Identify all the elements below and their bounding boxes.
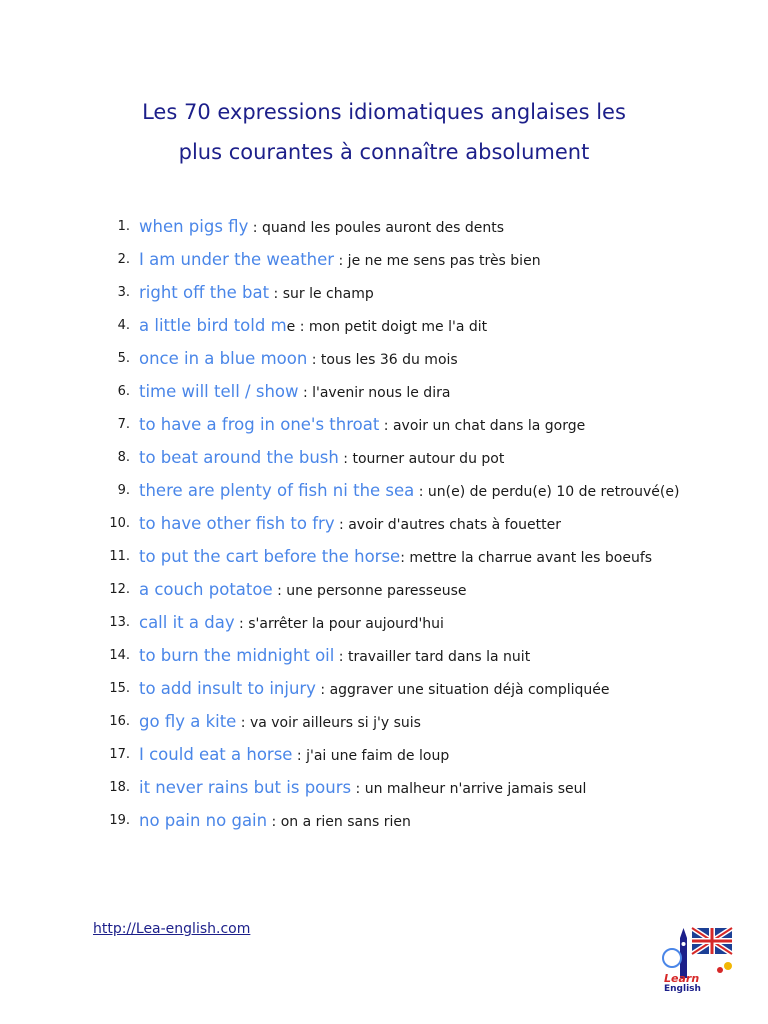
idiom-expression: a couch potatoe: [139, 580, 273, 599]
idiom-item: [0, 278, 768, 309]
idiom-expression: a little bird told m: [139, 316, 287, 335]
idiom-number: 12.: [109, 582, 130, 597]
idiom-item: [0, 707, 768, 738]
idiom-expression: time will tell / show: [139, 382, 299, 401]
idiom-item: [0, 674, 768, 705]
idiom-number: 4.: [117, 318, 130, 333]
idiom-expression: I could eat a horse: [139, 745, 293, 764]
page-title: [0, 92, 768, 172]
idiom-number: 1.: [117, 219, 130, 234]
idiom-number: 15.: [109, 681, 130, 696]
page-title-line-1: Les 70 expressions idiomatiques anglaises les: [142, 100, 626, 124]
idiom-expression: call it a day: [139, 613, 235, 632]
logo-word-learn: Learn: [664, 972, 700, 985]
idiom-definition: : un(e) de perdu(e) 10 de retrouvé(e): [414, 484, 680, 500]
idiom-expression: to have other fish to fry: [139, 514, 335, 533]
page-title-line-2: plus courantes à connaître absolument: [178, 140, 590, 164]
idiom-definition: : s'arrêter la pour aujourd'hui: [234, 616, 444, 632]
idiom-definition: : l'avenir nous le dira: [298, 385, 451, 401]
idiom-number: 2.: [117, 252, 130, 267]
idiom-number: 18.: [109, 780, 130, 795]
logo-word-english: English: [664, 984, 701, 994]
idiom-item: [0, 641, 768, 672]
website-link[interactable]: http://Lea-english.com: [93, 921, 251, 937]
idiom-definition: : avoir d'autres chats à fouetter: [334, 517, 561, 533]
idiom-number: 19.: [109, 813, 130, 828]
idiom-definition: : une personne paresseuse: [272, 583, 467, 599]
idiom-definition: : tourner autour du pot: [338, 451, 505, 467]
idiom-expression: to have a frog in one's throat: [139, 415, 380, 434]
idiom-item: [0, 245, 768, 276]
idiom-definition: : va voir ailleurs si j'y suis: [236, 715, 421, 731]
idiom-expression: to put the cart before the horse: [139, 547, 401, 566]
idiom-item: [0, 410, 768, 441]
idiom-number: 11.: [109, 549, 130, 564]
idiom-expression: to add insult to injury: [139, 679, 316, 698]
idiom-number: 13.: [109, 615, 130, 630]
idiom-number: 16.: [109, 714, 130, 729]
ferris-wheel-icon: [663, 949, 681, 967]
idiom-number: 3.: [117, 285, 130, 300]
idiom-definition: : avoir un chat dans la gorge: [379, 418, 586, 434]
idiom-item: [0, 608, 768, 639]
idiom-number: 6.: [117, 384, 130, 399]
idiom-item: [0, 740, 768, 771]
idiom-expression: once in a blue moon: [139, 349, 308, 368]
idiom-definition: : mettre la charrue avant les boeufs: [400, 550, 653, 566]
idiom-expression: there are plenty of fish ni the sea: [139, 481, 415, 500]
idiom-definition: : aggraver une situation déjà compliquée: [315, 682, 610, 698]
idiom-list: [0, 212, 768, 839]
idiom-number: 10.: [109, 516, 130, 531]
idiom-number: 7.: [117, 417, 130, 432]
idiom-item: [0, 806, 768, 837]
idiom-item: [0, 311, 768, 342]
uk-flag-icon: [692, 928, 732, 954]
idiom-expression: to burn the midnight oil: [139, 646, 335, 665]
idiom-definition: e : mon petit doigt me l'a dit: [286, 319, 488, 335]
idiom-item: [0, 443, 768, 474]
idiom-definition: : on a rien sans rien: [267, 814, 411, 830]
idiom-expression: to beat around the bush: [139, 448, 339, 467]
idiom-definition: : tous les 36 du mois: [307, 352, 458, 368]
idiom-item: [0, 542, 768, 573]
idiom-expression: I am under the weather: [139, 250, 335, 269]
idiom-expression: when pigs fly: [139, 217, 249, 236]
idiom-definition: : j'ai une faim de loup: [292, 748, 450, 764]
idiom-item: [0, 344, 768, 375]
idiom-expression: right off the bat: [139, 283, 270, 302]
idiom-number: 14.: [109, 648, 130, 663]
idiom-definition: : je ne me sens pas très bien: [334, 253, 541, 269]
idiom-expression: it never rains but is pours: [139, 778, 352, 797]
idiom-item: [0, 509, 768, 540]
idiom-item: [0, 773, 768, 804]
idiom-number: 17.: [109, 747, 130, 762]
idiom-item: [0, 377, 768, 408]
idiom-definition: : un malheur n'arrive jamais seul: [351, 781, 587, 797]
idiom-number: 5.: [117, 351, 130, 366]
idiom-expression: go fly a kite: [139, 712, 237, 731]
idiom-number: 9.: [117, 483, 130, 498]
idiom-item: [0, 476, 768, 507]
idiom-item: [0, 212, 768, 243]
idiom-item: [0, 575, 768, 606]
idiom-number: 8.: [117, 450, 130, 465]
logo-text: [664, 974, 701, 994]
idiom-definition: : travailler tard dans la nuit: [334, 649, 531, 665]
idiom-definition: : sur le champ: [269, 286, 374, 302]
idiom-definition: : quand les poules auront des dents: [248, 220, 505, 236]
idiom-expression: no pain no gain: [139, 811, 268, 830]
